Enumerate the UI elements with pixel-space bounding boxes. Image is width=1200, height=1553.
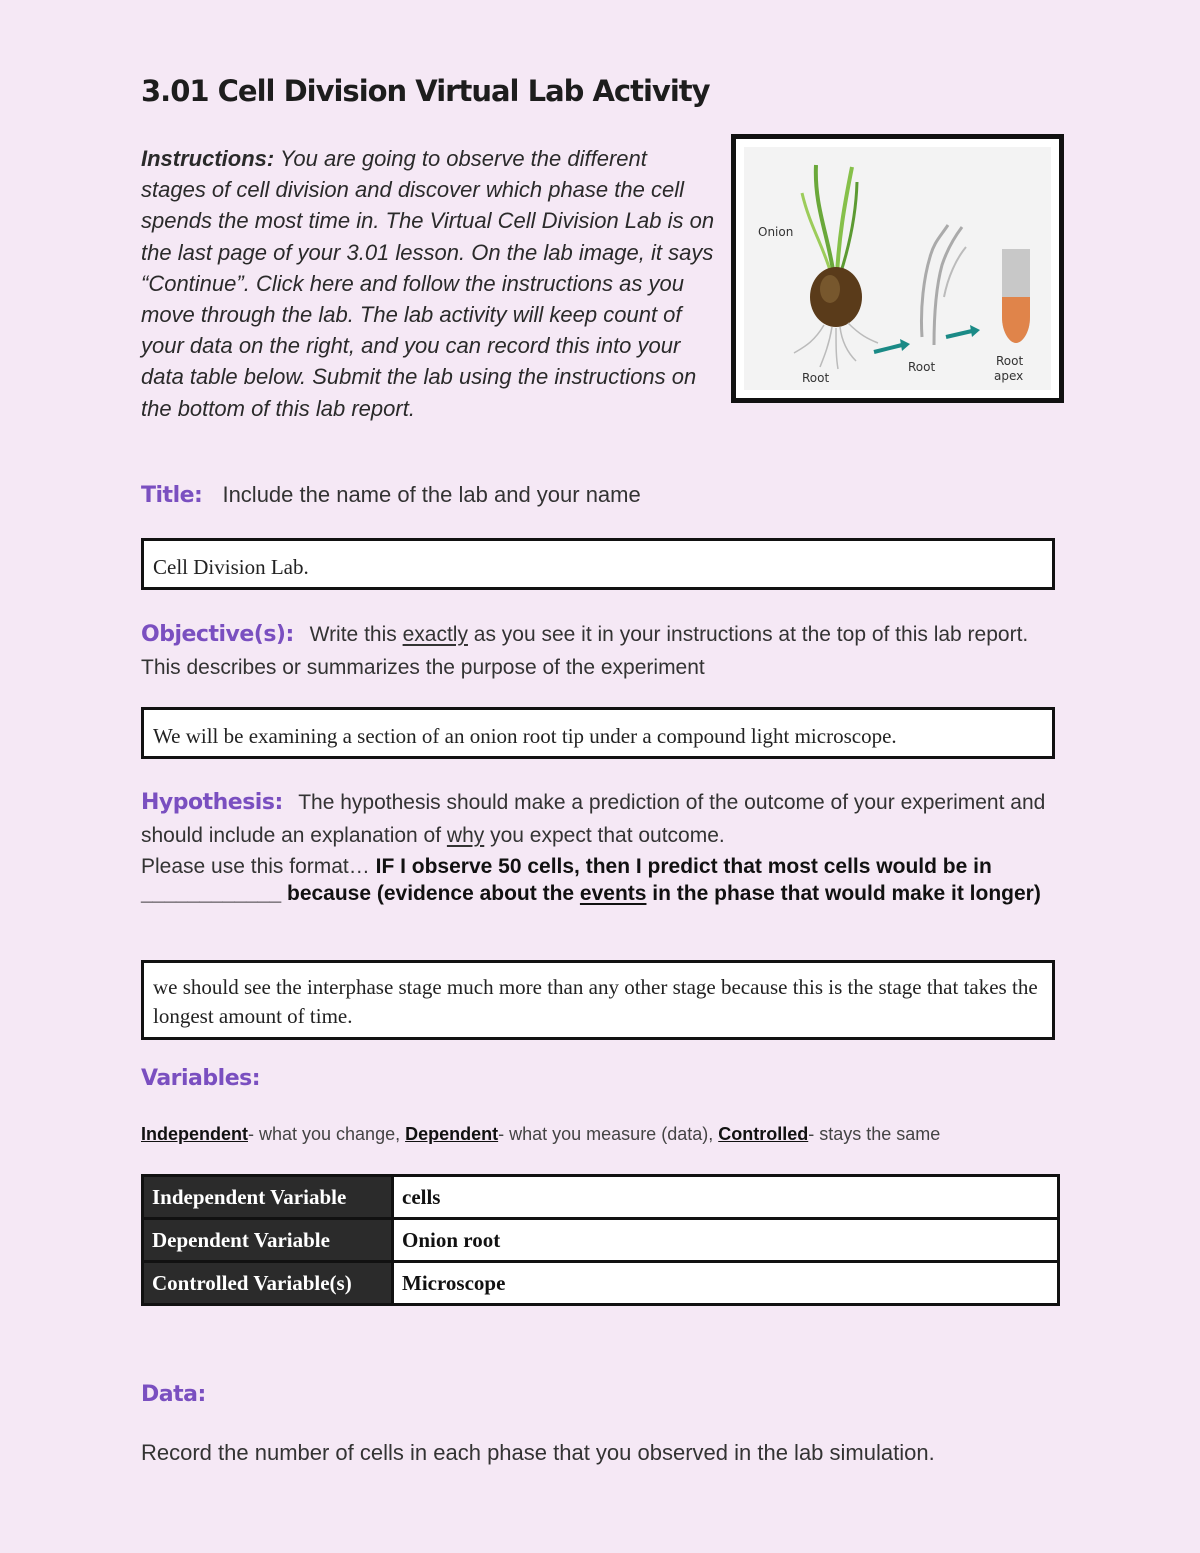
legend-term-independent: Independent (141, 1124, 248, 1144)
hypothesis-answer-field[interactable]: we should see the interphase stage much more than any other stage because this is the stage that takes the longest amount of time. (141, 960, 1055, 1040)
hypothesis-prompt-underlined: why (446, 824, 485, 847)
variables-table (141, 1174, 1060, 1306)
controlled-variables-field[interactable]: Microscope (393, 1262, 1059, 1305)
title-section-label: Title: (141, 483, 203, 508)
instructions-text (141, 143, 716, 424)
objective-prompt-before: Write this (309, 623, 403, 646)
hypothesis-format-underlined: events (579, 882, 647, 905)
hypothesis-prompt-after: you expect that outcome. (484, 824, 725, 847)
objective-prompt-underlined: exactly (402, 623, 468, 646)
table-row (143, 1262, 1059, 1305)
hypothesis-format-bold-1: IF I observe 50 cells, then I predict that most cells would be in ____________ because (evidence about the (141, 855, 992, 905)
legend-desc-dependent: - what you measure (data), (498, 1124, 719, 1144)
objective-section (141, 618, 1071, 684)
dependent-variable-field[interactable]: Onion root (393, 1219, 1059, 1262)
legend-desc-independent: - what you change, (248, 1124, 406, 1144)
figure-label-onion: Onion (758, 225, 794, 239)
legend-term-dependent: Dependent (405, 1124, 499, 1144)
objective-answer-field[interactable]: We will be examining a section of an onion root tip under a compound light microscope. (141, 707, 1055, 759)
hypothesis-prompt-before: The hypothesis should make a prediction of the outcome of your experiment and should include an explanation of (141, 791, 1046, 847)
title-section-prompt: Include the name of the lab and your name (222, 482, 641, 507)
hypothesis-format-intro: Please use this format… (141, 855, 376, 878)
hypothesis-format (141, 853, 1061, 907)
title-answer-field[interactable]: Cell Division Lab. (141, 538, 1055, 590)
figure-label-apex: apex (994, 369, 1024, 383)
controlled-variables-label: Controlled Variable(s) (143, 1262, 393, 1305)
instructions-label: Instructions: (141, 146, 275, 171)
legend-desc-controlled: - stays the same (808, 1124, 941, 1144)
variables-label: Variables: (141, 1066, 261, 1091)
objective-label: Objective(s): (141, 622, 294, 647)
data-note: Record the number of cells in each phase that you observed in the lab simulation. (141, 1440, 935, 1465)
hypothesis-section (141, 786, 1071, 852)
table-row (143, 1176, 1059, 1219)
objective-prompt-after: as you see it in your instructions at the top of this lab report. This describes or summarizes the purpose of the experiment (141, 623, 1029, 679)
figure-label-root-middle: Root (908, 360, 936, 374)
hypothesis-format-bold-2: in the phase that would make it longer) (646, 882, 1041, 905)
title-section (141, 482, 641, 508)
table-row (143, 1219, 1059, 1262)
independent-variable-label: Independent Variable (143, 1176, 393, 1219)
dependent-variable-label: Dependent Variable (143, 1219, 393, 1262)
instructions-body: You are going to observe the different stages of cell division and discover which phase the cell spends the most time in. The Virtual Cell Division Lab is on the last page of your 3.01 lesson. On the lab image, it says “Continue”. Click here and follow the instructions as you move through the lab. The lab activity will keep count of your data on the right, and you can record this into your data table below. Submit the lab using the instructions on the bottom of this lab report. (141, 146, 715, 421)
hypothesis-label: Hypothesis: (141, 790, 283, 815)
legend-term-controlled: Controlled (718, 1124, 809, 1144)
variables-legend (141, 1124, 940, 1145)
independent-variable-field[interactable]: cells (393, 1176, 1059, 1219)
figure-label-root: Root (802, 371, 830, 385)
onion-root-figure (731, 134, 1064, 403)
page-title: 3.01 Cell Division Virtual Lab Activity (141, 74, 710, 108)
data-label: Data: (141, 1382, 206, 1407)
figure-label-root-apex: Root (996, 354, 1024, 368)
